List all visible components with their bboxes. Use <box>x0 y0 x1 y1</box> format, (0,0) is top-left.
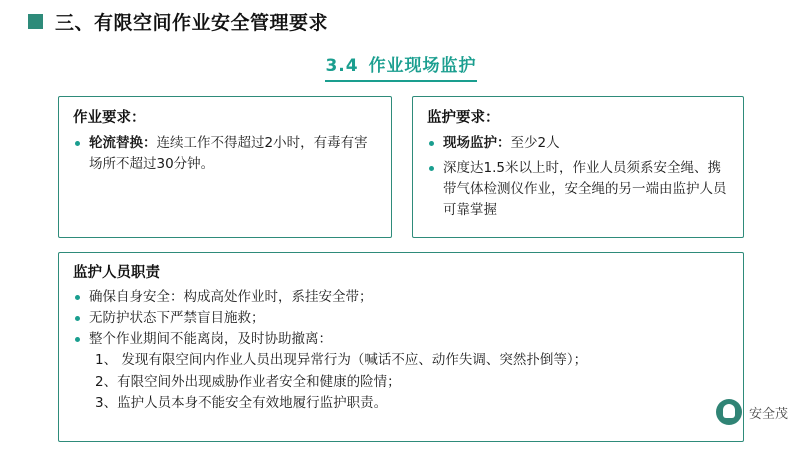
supervision-requirements-list <box>427 133 731 221</box>
supervision-requirements-box <box>412 96 744 238</box>
item-label: 轮流替换： <box>89 135 157 151</box>
list-item: 确保自身安全：构成高处作业时，系挂安全带； <box>73 287 731 307</box>
list-item: 1、 发现有限空间内作业人员出现异常行为（喊话不应、动作失调、突然扑倒等）； <box>95 352 588 369</box>
work-requirements-title: 作业要求： <box>73 110 146 126</box>
supervisor-duties-title: 监护人员职责 <box>73 264 160 281</box>
item-text: 连续工作不得超过2小时，有毒有害场所不超过30分钟。 <box>89 135 368 172</box>
watermark <box>716 399 788 425</box>
supervisor-duties-list <box>73 287 731 350</box>
list-item <box>73 133 379 175</box>
list-item <box>427 158 731 221</box>
watermark-label: 安全茂 <box>748 406 788 422</box>
item-text: 深度达1.5米以上时，作业人员须系安全绳、携带气体检测仪作业，安全绳的另一端由监护人员可靠掌握 <box>443 159 727 218</box>
work-requirements-list <box>73 133 379 175</box>
list-item: 3、监护人员本身不能安全有效地履行监护职责。 <box>95 394 388 411</box>
work-requirements-box <box>58 96 392 238</box>
section-title <box>325 51 476 82</box>
item-label: 现场监护： <box>443 135 511 151</box>
section-title-container <box>0 51 802 82</box>
supervision-requirements-title: 监护要求： <box>427 110 500 126</box>
list-item: 整个作业期间不能离岗，及时协助撤离： <box>73 329 731 349</box>
list-item <box>427 133 731 154</box>
header-marker-square <box>28 14 43 29</box>
page-header <box>0 0 802 35</box>
requirements-row <box>58 96 744 238</box>
item-text: 至少2人 <box>510 135 560 151</box>
section-title-text: 作业现场监护 <box>368 56 477 76</box>
list-item: 2、有限空间外出现威胁作业者安全和健康的险情； <box>95 373 401 390</box>
section-number: 3.4 <box>325 56 359 76</box>
page-title: 三、有限空间作业安全管理要求 <box>55 12 329 34</box>
supervisor-duties-box <box>58 252 744 442</box>
list-item: 无防护状态下严禁盲目施救； <box>73 308 731 328</box>
supervisor-duties-numbered-list <box>73 350 731 413</box>
brand-logo-icon <box>716 399 742 425</box>
